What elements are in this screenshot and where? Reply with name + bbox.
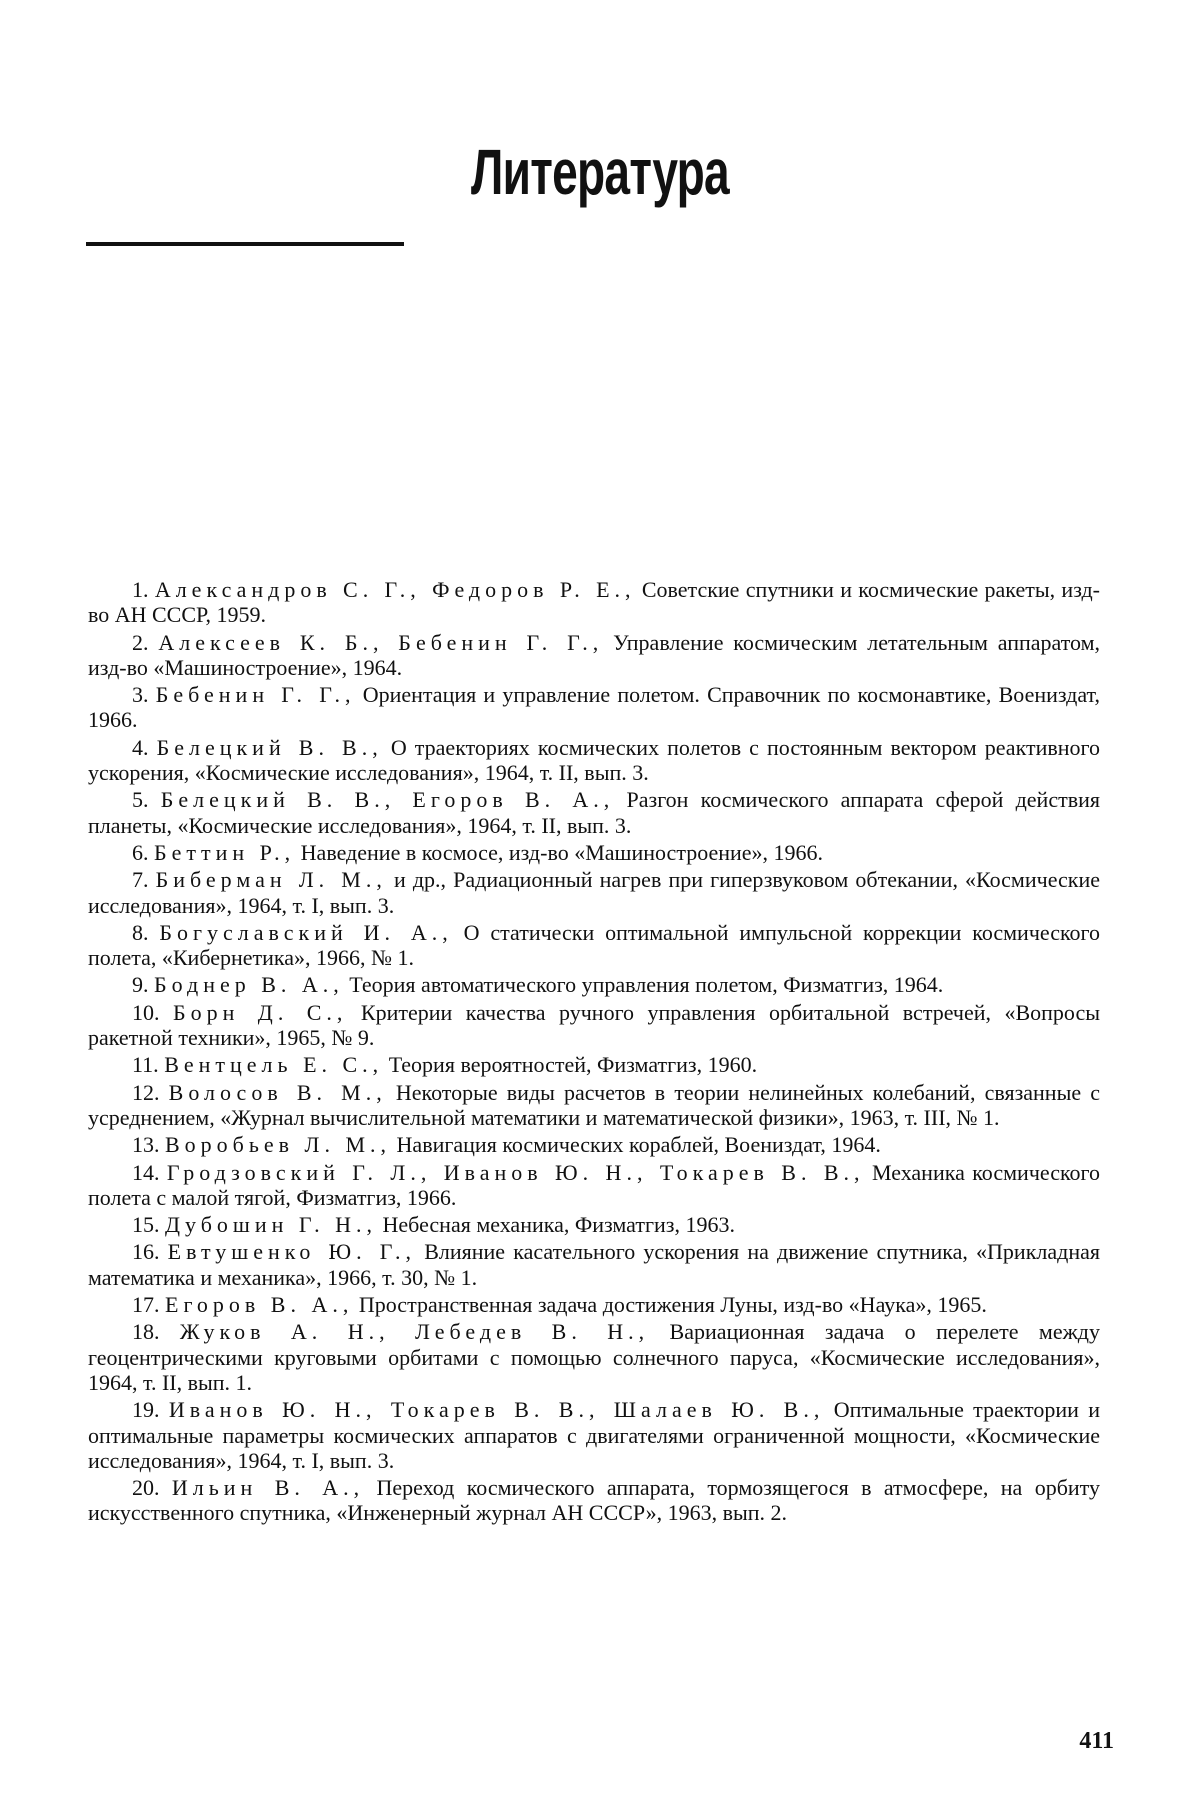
bibliography-entry [88, 1292, 1100, 1317]
bibliography-entry [88, 1052, 1100, 1077]
entry-number: 1. [132, 577, 149, 602]
entry-text: Переход космического аппарата, тормозящегося в атмосфере, на орбиту искусственного спутника, «Инженерный журнал АН СССР», 1963, вып. 2. [88, 1475, 1100, 1526]
bibliography-entry [88, 1132, 1100, 1157]
entry-text: Разгон космического аппарата сферой действия планеты, «Космические исследования», 1964, т. II, вып. 3. [88, 787, 1100, 838]
entry-authors: Богуславский И. А., [159, 919, 453, 945]
entry-authors: Белецкий В. В., Егоров В. А., [160, 787, 615, 813]
bibliography-entry [88, 1000, 1100, 1051]
entry-authors: Гродзовский Г. Л., Иванов Ю. Н., Токарев В. В., [166, 1159, 865, 1185]
entry-text: О статически оптимальной импульсной коррекции космического полета, «Кибернетика», 1966, № 1. [88, 919, 1101, 971]
entry-authors: Алексеев К. Б., Бебенин Г. Г., [158, 629, 604, 655]
bibliography-entry [88, 1160, 1100, 1211]
entry-text: Некоторые виды расчетов в теории нелинейных колебаний, связанные с усреднением, «Журнал вычислительной математики и математической физики», 1963, т. III, № 1. [88, 1079, 1101, 1130]
entry-number: 8. [132, 919, 149, 945]
entry-authors: Ильин В. А., [171, 1475, 365, 1501]
bibliography-entry [88, 1397, 1100, 1473]
entry-text: Критерии качества ручного управления орбитальной встречей, «Вопросы ракетной техники», 1965, № 9. [88, 999, 1101, 1051]
entry-number: 5. [132, 787, 149, 813]
entry-text: Вариационная задача о перелете между геоцентрическими круговыми орбитами с помощью солнечного паруса, «Космические исследования», 1964, т. II, вып. 1. [88, 1319, 1100, 1395]
entry-number: 3. [132, 682, 149, 708]
title-rule [86, 242, 404, 246]
entry-number: 11. [132, 1052, 159, 1078]
entry-authors: Евтушенко Ю. Г., [167, 1239, 417, 1265]
entry-text: Управление космическим летательным аппаратом, изд-во «Машиностроение», 1964. [88, 629, 1101, 680]
entry-text: Навигация космических кораблей, Воениздат, 1964. [396, 1132, 881, 1158]
bibliography-entry [88, 787, 1100, 838]
entry-authors: Беттин Р., [154, 839, 296, 865]
page-title: Литература [471, 136, 729, 208]
entry-authors: Бебенин Г. Г., [155, 682, 356, 708]
entry-authors: Александров С. Г., Федоров Р. Е., [154, 577, 636, 602]
bibliography-entry [88, 1212, 1100, 1237]
entry-authors: Егоров В. А., [165, 1292, 354, 1318]
bibliography-entry [88, 577, 1100, 628]
bibliography-entry [88, 972, 1100, 997]
entry-text: Теория автоматического управления полетом, Физматгиз, 1964. [349, 972, 944, 998]
entry-authors: Иванов Ю. Н., Токарев В. В., Шалаев Ю. В., [168, 1397, 825, 1423]
entry-number: 12. [132, 1079, 160, 1105]
entry-number: 10. [132, 999, 160, 1025]
entry-text: Оптимальные траектории и оптимальные параметры космических аппаратов с двигателями ограниченной мощности, «Космические исследования», 1964, т. I, вып. 3. [88, 1397, 1100, 1473]
entry-text: Небесная механика, Физматгиз, 1963. [382, 1212, 735, 1238]
entry-number: 16. [132, 1239, 160, 1265]
entry-number: 4. [132, 734, 149, 760]
entry-text: Теория вероятностей, Физматгиз, 1960. [388, 1052, 758, 1078]
bibliography-entry [88, 1475, 1100, 1526]
bibliography-entry [88, 920, 1100, 971]
bibliography-entry [88, 735, 1100, 786]
entry-authors: Жуков А. Н., Лебедев В. Н., [179, 1319, 650, 1345]
entry-text: О траекториях космических полетов с постоянным вектором реактивного ускорения, «Космические исследования», 1964, т. II, вып. 3. [88, 734, 1100, 786]
entry-text: Влияние касательного ускорения на движение спутника, «Прикладная математика и механика», 1966, т. 30, № 1. [88, 1239, 1100, 1290]
entry-text: Механика космического полета с малой тягой, Физматгиз, 1966. [88, 1159, 1101, 1210]
entry-number: 9. [132, 972, 149, 998]
bibliography-entry [88, 1239, 1100, 1290]
entry-authors: Биберман Л. М., [155, 867, 387, 893]
entry-authors: Волосов В. М., [168, 1079, 387, 1105]
entry-authors: Дубошин Г. Н., [165, 1212, 378, 1238]
bibliography-entry [88, 867, 1100, 918]
entry-number: 19. [132, 1397, 160, 1423]
entry-authors: Борн Д. С., [172, 999, 348, 1025]
entry-authors: Белецкий В. В., [156, 734, 383, 760]
entry-number: 15. [132, 1212, 160, 1238]
bibliography-entry [88, 682, 1100, 733]
entry-number: 13. [132, 1132, 160, 1158]
entry-number: 2. [132, 629, 149, 655]
entry-number: 20. [132, 1475, 160, 1501]
page-number: 411 [1079, 1728, 1114, 1754]
entry-number: 14. [132, 1159, 160, 1185]
bibliography-entry [88, 630, 1100, 681]
entry-text: и др., Радиационный нагрев при гиперзвуковом обтекании, «Космические исследования», 1964, т. I, вып. 3. [88, 867, 1101, 918]
entry-authors: Боднер В. А., [154, 972, 344, 998]
bibliography-entry [88, 840, 1100, 865]
entry-text: Советские спутники и космические ракеты, изд-во АН СССР, 1959. [88, 577, 1101, 628]
bibliography-list [88, 577, 1100, 1528]
entry-number: 17. [132, 1292, 160, 1318]
entry-text: Ориентация и управление полетом. Справочник по космонавтике, Воениздат, 1966. [88, 682, 1101, 733]
entry-authors: Вентцель Е. С., [164, 1052, 384, 1078]
entry-number: 7. [132, 867, 149, 893]
entry-number: 6. [132, 839, 149, 865]
entry-text: Наведение в космосе, изд-во «Машиностроение», 1966. [300, 839, 824, 865]
entry-authors: Воробьев Л. М., [165, 1132, 392, 1158]
bibliography-entry [88, 1319, 1100, 1395]
entry-text: Пространственная задача достижения Луны, изд-во «Наука», 1965. [358, 1292, 987, 1318]
entry-number: 18. [132, 1319, 160, 1345]
bibliography-entry [88, 1080, 1100, 1131]
